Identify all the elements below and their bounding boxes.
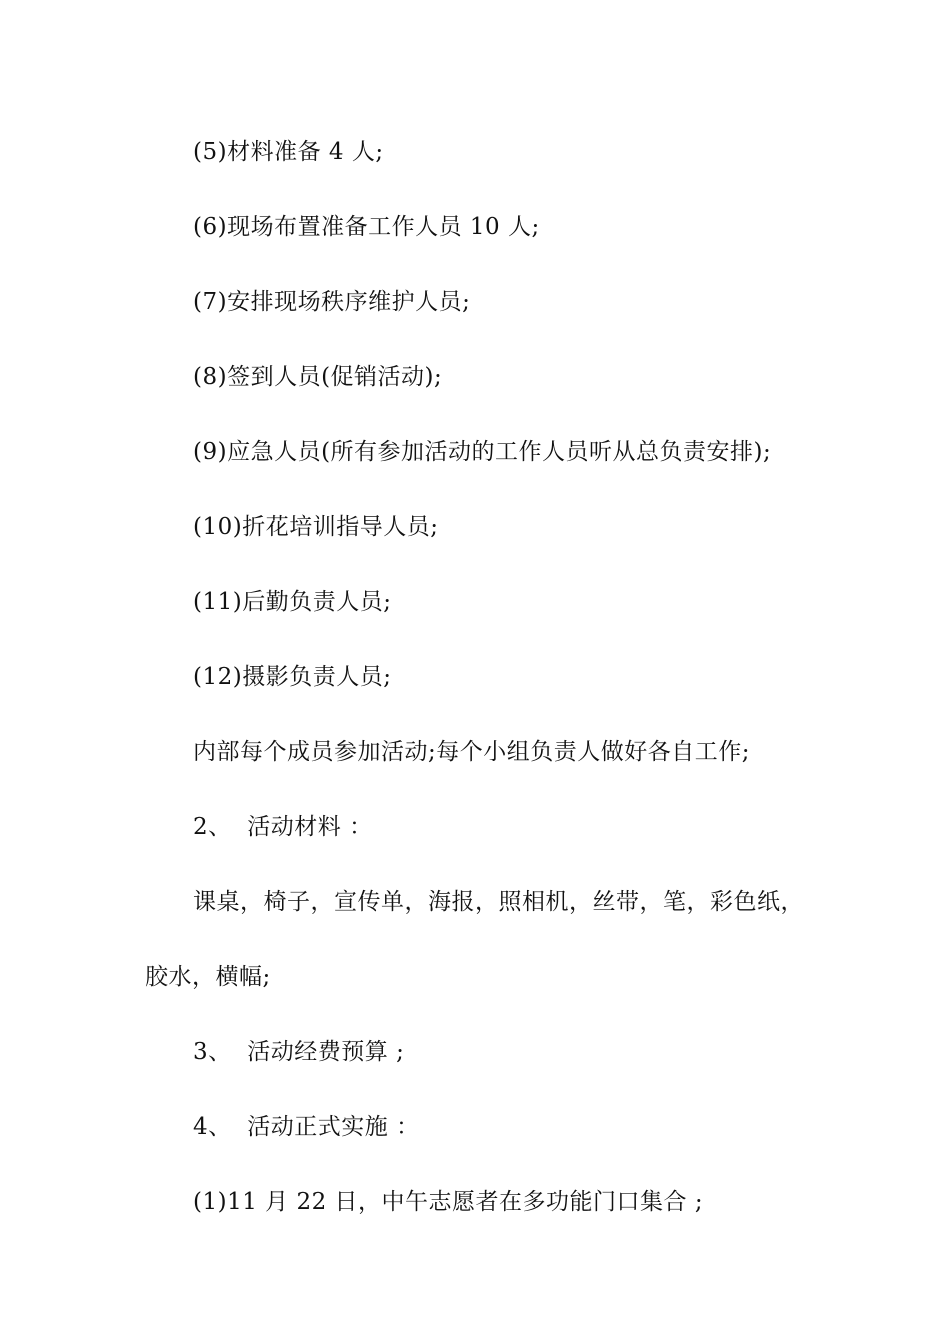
text-line-materials-list-cont: 胶水，横幅;	[145, 964, 271, 990]
text-line-staff-emergency: (9)应急人员(所有参加活动的工作人员听从总负责安排);	[193, 439, 772, 465]
section-heading-implementation: 4、 活动正式实施 ：	[193, 1114, 420, 1140]
text-line-staff-training: (10)折花培训指导人员;	[193, 514, 439, 540]
text-line-staff-logistics: (11)后勤负责人员;	[193, 589, 392, 615]
text-line-staff-setup: (6)现场布置准备工作人员 10 人;	[193, 214, 540, 240]
text-line-staff-order: (7)安排现场秩序维护人员;	[193, 289, 471, 315]
text-line-staff-materials: (5)材料准备 4 人;	[193, 139, 384, 165]
text-line-staff-signin: (8)签到人员(促销活动);	[193, 364, 443, 390]
section-heading-budget: 3、 活动经费预算 ;	[193, 1039, 405, 1065]
text-line-implementation-step1: (1)11 月 22 日，中午志愿者在多功能门口集合 ;	[193, 1189, 704, 1215]
text-line-internal-members: 内部每个成员参加活动;每个小组负责人做好各自工作;	[193, 739, 750, 765]
text-line-materials-list: 课桌，椅子，宣传单，海报，照相机，丝带，笔，彩色纸，	[193, 889, 804, 915]
section-heading-materials: 2、 活动材料 ：	[193, 814, 373, 840]
text-line-staff-photo: (12)摄影负责人员;	[193, 664, 392, 690]
